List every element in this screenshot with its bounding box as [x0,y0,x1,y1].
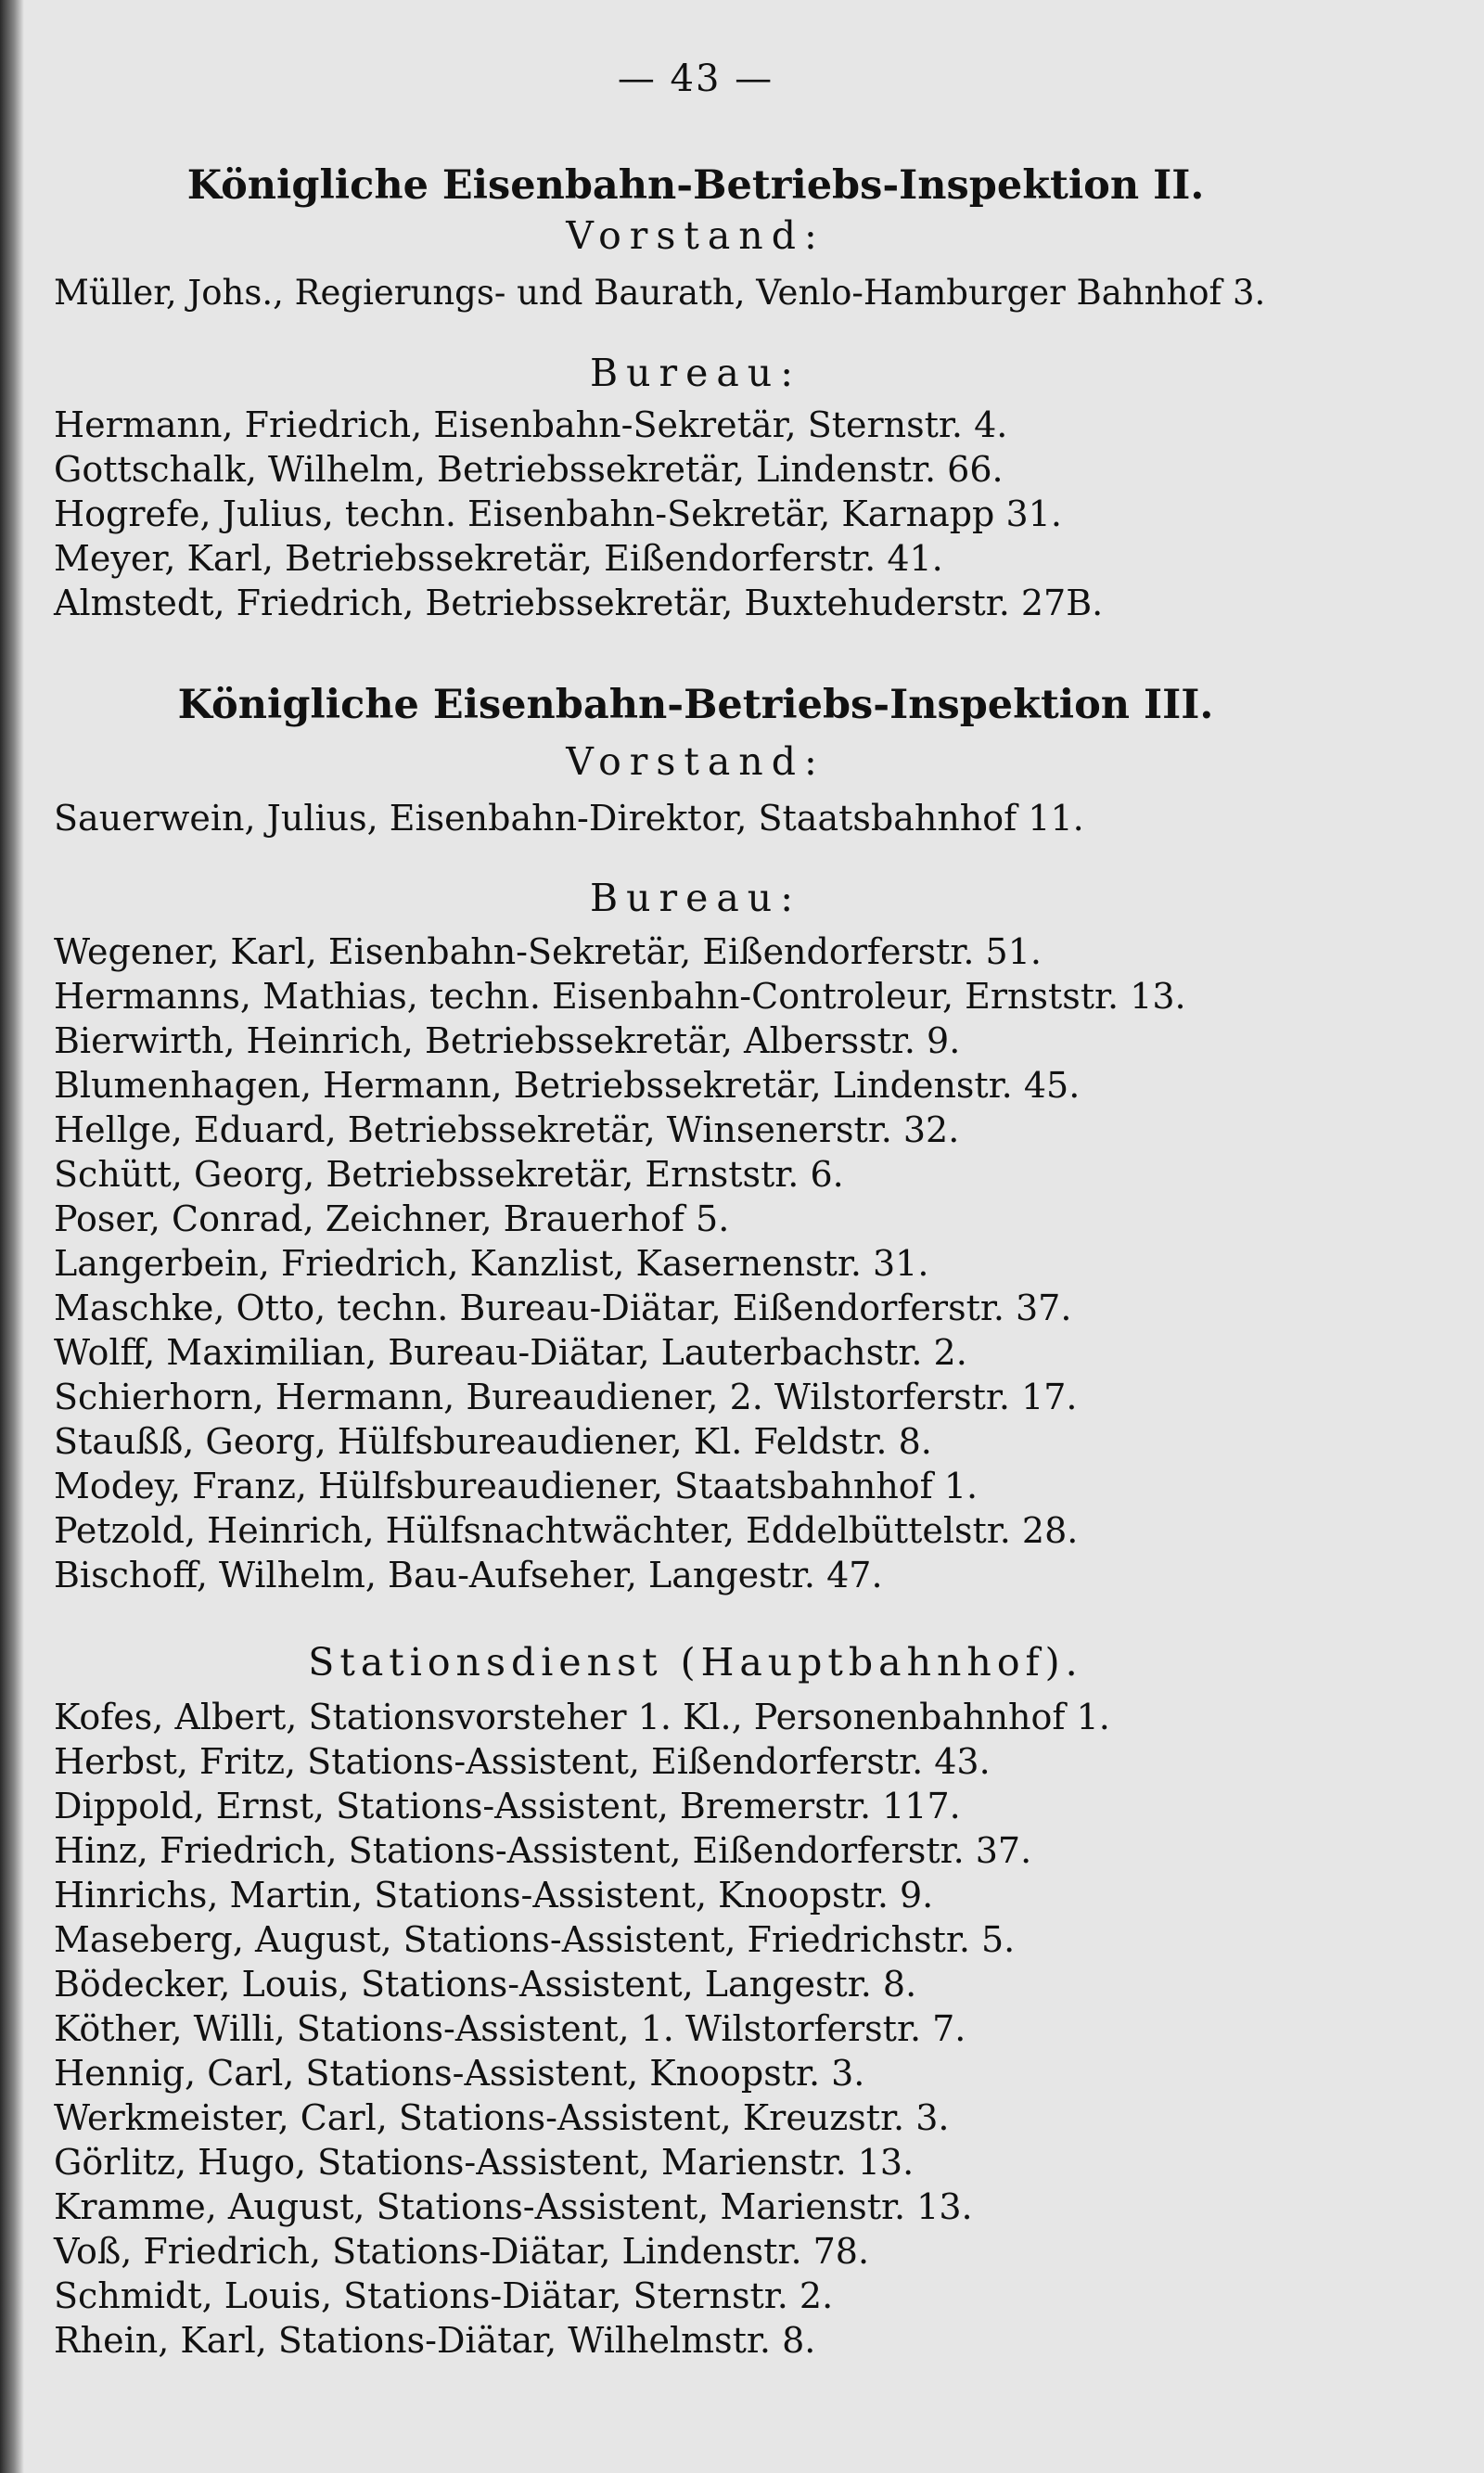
station-entry: Görlitz, Hugo, Stations-Assistent, Marienstr. 13. [54,2142,915,2183]
bureau-entry: Meyer, Karl, Betriebssekretär, Eißendorferstr. 41. [54,538,943,579]
section-heading-inspektion-2: Königliche Eisenbahn-Betriebs-Inspektion II. [186,162,1205,209]
station-entry: Köther, Willi, Stations-Assistent, 1. Wilstorferstr. 7. [54,2008,966,2049]
station-entry: Schmidt, Louis, Stations-Diätar, Sternstr. 2. [54,2275,834,2316]
bureau-entry: Modey, Franz, Hülfsbureaudiener, Staatsbahnhof 1. [54,1466,979,1506]
bureau-entry: Schütt, Georg, Betriebssekretär, Ernststr. 6. [54,1154,844,1195]
bureau-entry: Langerbein, Friedrich, Kanzlist, Kasernenstr. 31. [54,1243,929,1284]
bureau-entry: Gottschalk, Wilhelm, Betriebssekretär, Lindenstr. 66. [54,449,1004,490]
station-entry: Hinrichs, Martin, Stations-Assistent, Knoopstr. 9. [54,1875,934,1916]
station-entry: Rhein, Karl, Stations-Diätar, Wilhelmstr. 8. [54,2320,816,2361]
section-heading-inspektion-3: Königliche Eisenbahn-Betriebs-Inspektion III. [177,682,1214,728]
bureau-label: Bureau: [589,351,802,395]
bureau-entry: Poser, Conrad, Zeichner, Brauerhof 5. [54,1198,730,1239]
bureau-entry: Petzold, Heinrich, Hülfsnachtwächter, Eddelbüttelstr. 28. [54,1510,1079,1551]
bureau-entry: Almstedt, Friedrich, Betriebssekretär, Buxtehuderstr. 27B. [54,583,1104,623]
bureau-entry: Staußß, Georg, Hülfsbureaudiener, Kl. Feldstr. 8. [54,1421,932,1462]
bureau-entry: Bierwirth, Heinrich, Betriebssekretär, Albersstr. 9. [54,1020,961,1061]
station-entry: Kramme, August, Stations-Assistent, Marienstr. 13. [54,2186,973,2227]
station-entry: Hennig, Carl, Stations-Assistent, Knoopstr. 3. [54,2053,865,2094]
station-entry: Dippold, Ernst, Stations-Assistent, Bremerstr. 117. [54,1786,961,1826]
bureau-entry: Hellge, Eduard, Betriebssekretär, Winsenerstr. 32. [54,1109,960,1150]
bureau-entry: Bischoff, Wilhelm, Bau-Aufseher, Langestr. 47. [54,1555,883,1595]
vorstand-entry: Sauerwein, Julius, Eisenbahn-Direktor, Staatsbahnhof 11. [54,798,1084,839]
station-entry: Maseberg, August, Stations-Assistent, Friedrichstr. 5. [54,1919,1016,1960]
bureau-entry: Blumenhagen, Hermann, Betriebssekretär, Lindenstr. 45. [54,1065,1081,1106]
station-entry: Herbst, Fritz, Stations-Assistent, Eißendorferstr. 43. [54,1741,991,1782]
bureau-entry: Hermann, Friedrich, Eisenbahn-Sekretär, Sternstr. 4. [54,404,1008,445]
bureau-entry: Hermanns, Mathias, techn. Eisenbahn-Controleur, Ernststr. 13. [54,976,1186,1017]
bureau-entry: Hogrefe, Julius, techn. Eisenbahn-Sekretär, Karnapp 31. [54,493,1062,534]
vorstand-label: Vorstand: [566,739,825,784]
bureau-entry: Wegener, Karl, Eisenbahn-Sekretär, Eißendorferstr. 51. [54,931,1042,972]
bureau-entry: Maschke, Otto, techn. Bureau-Diätar, Eißendorferstr. 37. [54,1288,1072,1328]
station-entry: Kofes, Albert, Stationsvorsteher 1. Kl., Personenbahnhof 1. [54,1697,1110,1737]
station-entry: Werkmeister, Carl, Stations-Assistent, Kreuzstr. 3. [54,2097,950,2138]
station-entry: Hinz, Friedrich, Stations-Assistent, Eißendorferstr. 37. [54,1830,1032,1871]
vorstand-entry: Müller, Johs., Regierungs- und Baurath, Venlo-Hamburger Bahnhof 3. [54,273,1266,313]
bureau-label: Bureau: [589,876,802,920]
vorstand-label: Vorstand: [566,213,825,258]
station-entry: Bödecker, Louis, Stations-Assistent, Langestr. 8. [54,1964,917,2005]
bureau-entry: Wolff, Maximilian, Bureau-Diätar, Lauterbachstr. 2. [54,1332,967,1373]
page-number: — 43 — [617,58,774,100]
station-entry: Voß, Friedrich, Stations-Diätar, Lindenstr. 78. [54,2231,870,2272]
stationsdienst-label: Stationsdienst (Hauptbahnhof). [308,1640,1083,1685]
bureau-entry: Schierhorn, Hermann, Bureaudiener, 2. Wilstorferstr. 17. [54,1377,1078,1417]
